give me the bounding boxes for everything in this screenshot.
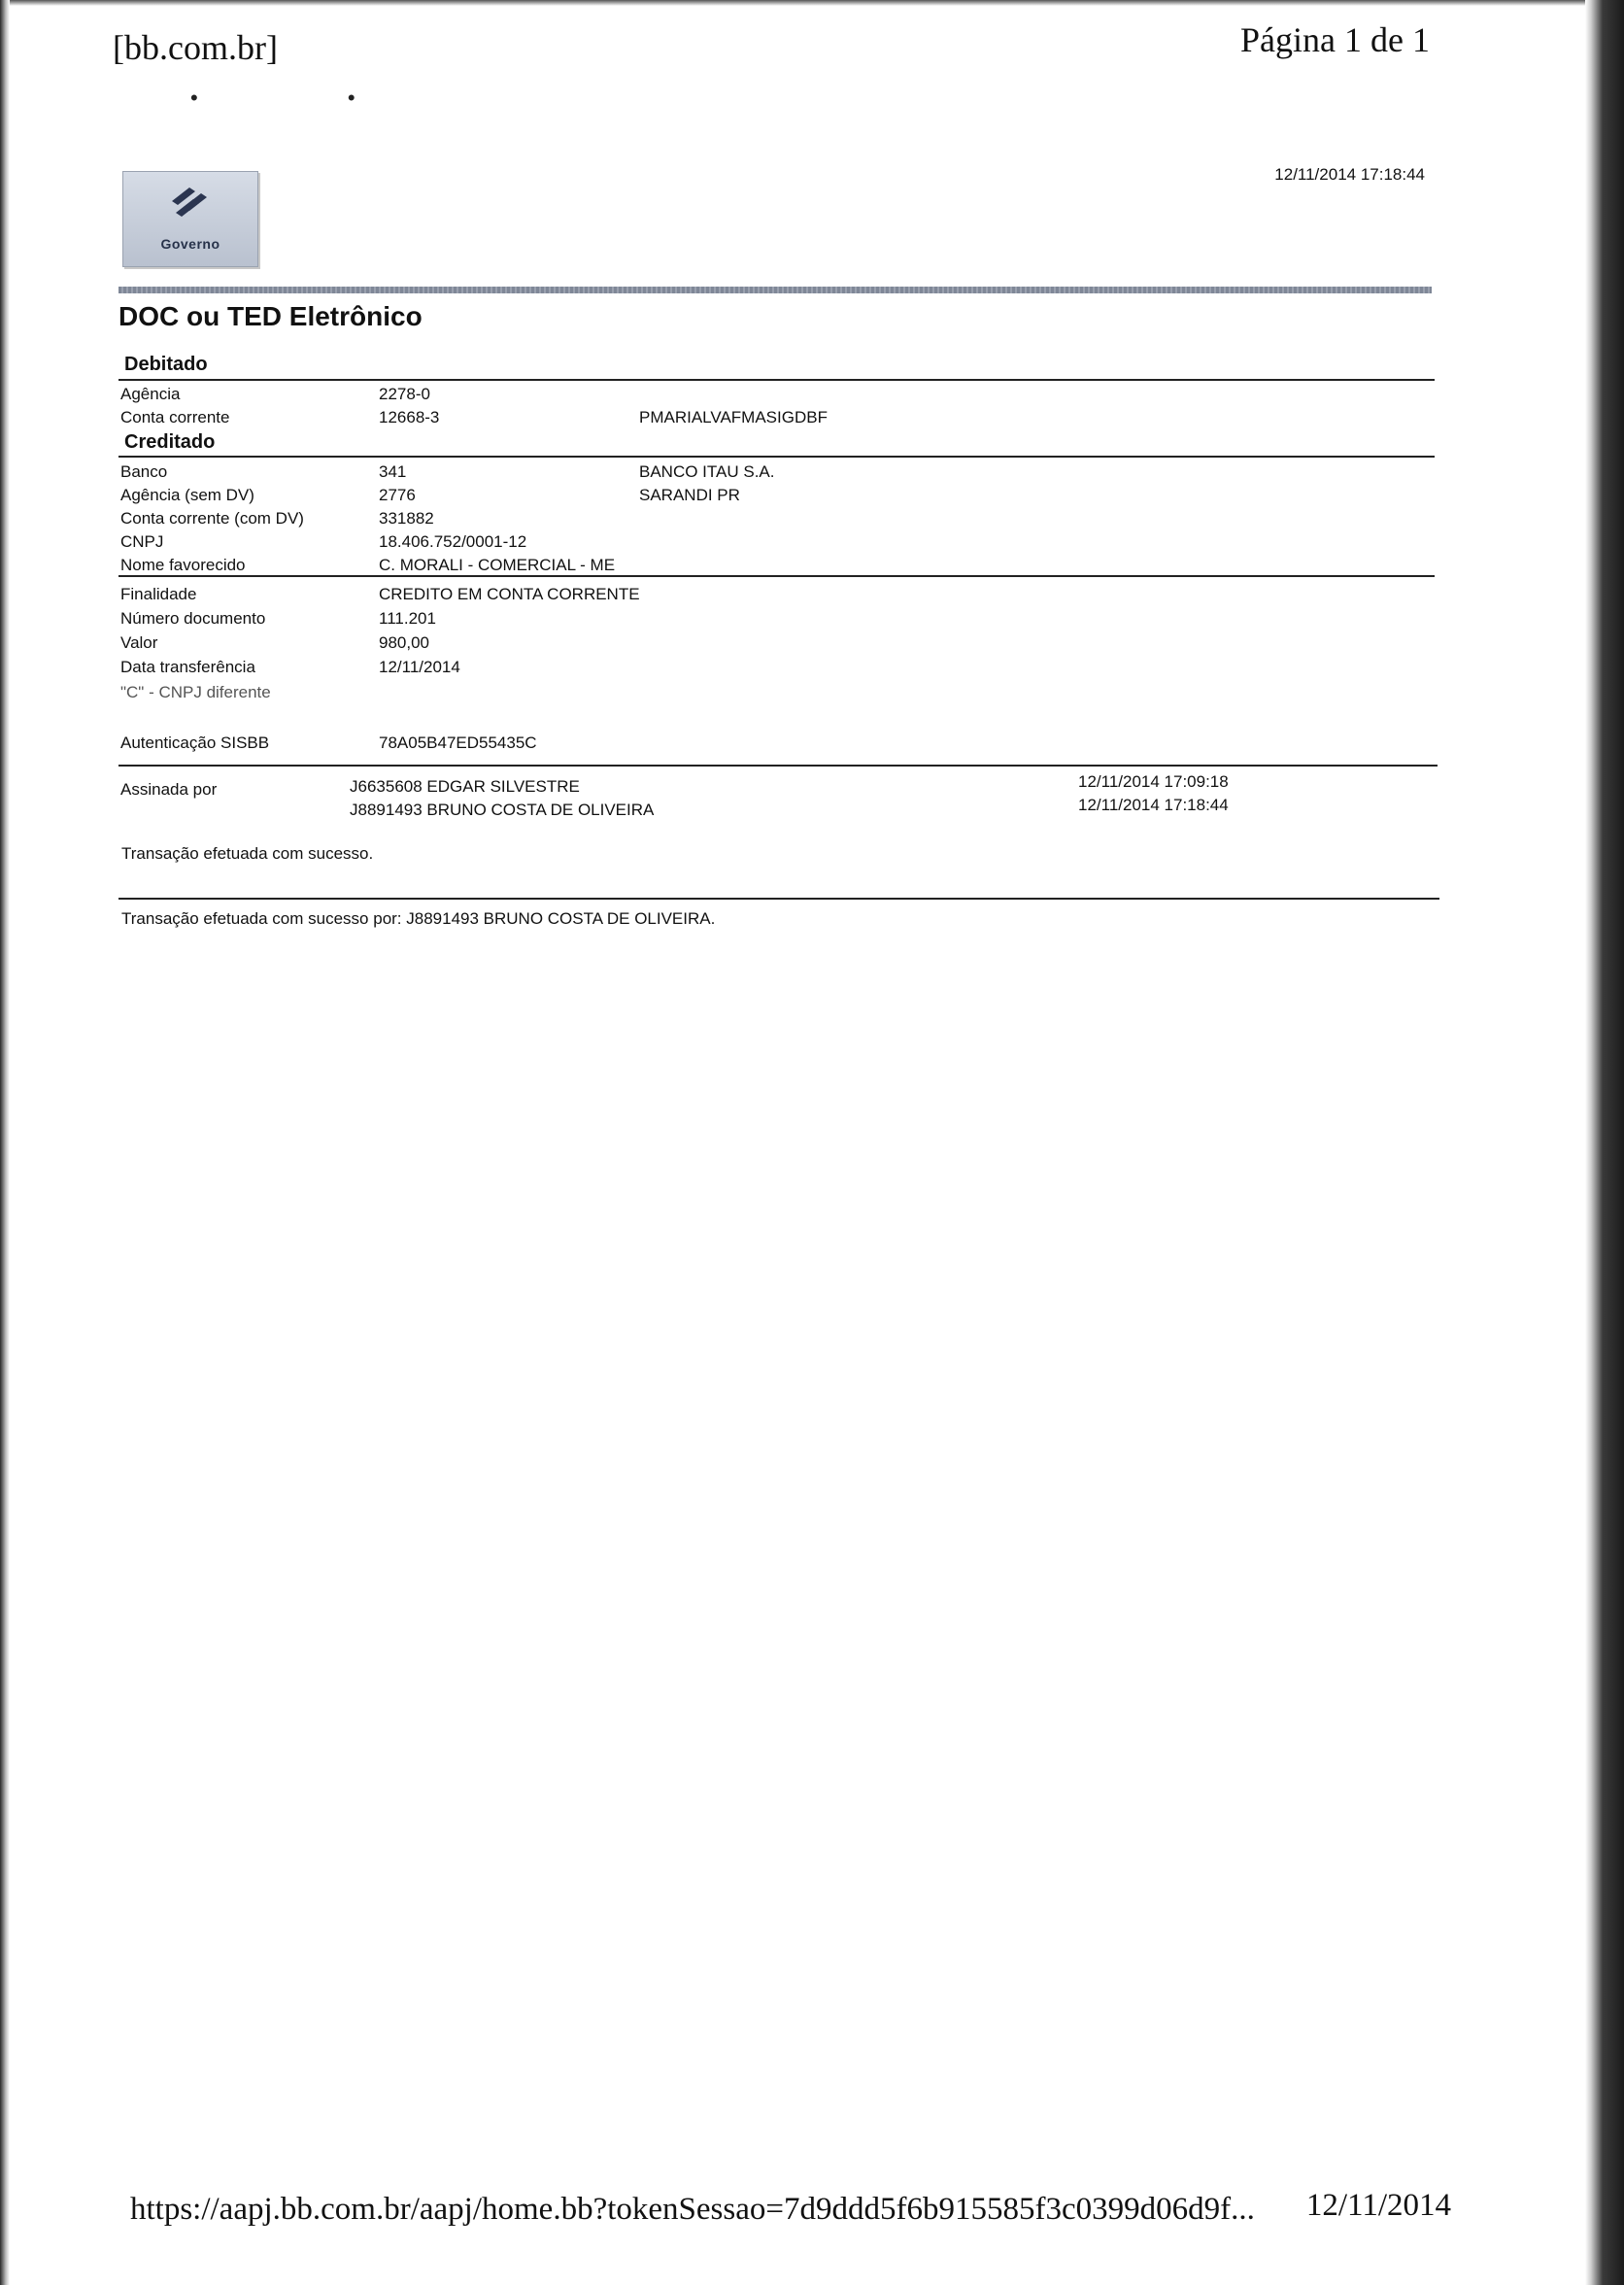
divider [118,898,1439,900]
field-label: Nome favorecido [120,556,246,574]
signer-name: J6635608 EDGAR SILVESTRE [350,777,580,796]
field-value: 111.201 [379,609,436,628]
logo-label: Governo [160,236,220,252]
section-creditado-heading: Creditado [124,431,216,453]
signed-by-label: Assinada por [120,780,218,799]
cnpj-note: "C" - CNPJ diferente [120,683,271,701]
title-bar [118,287,1432,293]
signer-name: J8891493 BRUNO COSTA DE OLIVEIRA [350,801,655,819]
print-footer-date: 12/11/2014 [1305,2188,1451,2223]
field-value: 341 [379,462,407,481]
field-value: C. MORALI - COMERCIAL - ME [379,556,616,574]
field-value: 18.406.752/0001-12 [379,532,527,551]
print-header-page-number: Página 1 de 1 [1240,20,1430,59]
final-message: Transação efetuada com sucesso por: J8891493 BRUNO COSTA DE OLIVEIRA. [121,909,716,928]
divider [118,765,1438,767]
field-value: 2776 [379,486,416,504]
print-footer-url: https://aapj.bb.com.br/aapj/home.bb?tokenSessao=7d9ddd5f6b915585f3c0399d06d9f... [130,2192,1255,2227]
signer-datetime: 12/11/2014 17:09:18 [1078,772,1229,791]
field-label: Autenticação SISBB [120,733,270,752]
bb-logo-icon [166,180,213,226]
page-title: DOC ou TED Eletrônico [118,301,423,331]
scan-edge-right [1585,0,1624,2285]
field-value: 12/11/2014 [379,658,460,676]
divider [118,379,1435,381]
scan-edge-left [0,0,10,2285]
field-label: Conta corrente [120,408,230,426]
field-label: Agência (sem DV) [120,486,254,504]
scan-edge-top [0,0,1624,6]
field-extra: BANCO ITAU S.A. [639,462,775,481]
field-label: Valor [120,633,158,652]
field-value: 331882 [379,509,434,528]
authentication-code: 78A05B47ED55435C [379,733,537,752]
field-label: CNPJ [120,532,164,551]
field-label: Número documento [120,609,266,628]
field-value: 12668-3 [379,408,440,426]
field-label: Finalidade [120,585,197,603]
divider [118,456,1435,458]
emission-timestamp: 12/11/2014 17:18:44 [1274,165,1425,184]
field-value: CREDITO EM CONTA CORRENTE [379,585,640,603]
scan-specks: • • [190,85,427,110]
field-value: 980,00 [379,633,429,652]
status-message: Transação efetuada com sucesso. [121,844,374,863]
field-label: Data transferência [120,658,255,676]
section-debitado-heading: Debitado [124,354,208,375]
field-extra: PMARIALVAFMASIGDBF [639,408,828,426]
field-label: Conta corrente (com DV) [120,509,304,528]
signer-datetime: 12/11/2014 17:18:44 [1078,796,1229,814]
divider [118,575,1435,577]
field-label: Banco [120,462,168,481]
field-value: 2278-0 [379,385,430,403]
field-extra: SARANDI PR [639,486,740,504]
print-header-site: [bb.com.br] [113,28,278,67]
field-label: Agência [120,385,181,403]
governo-logo [122,171,258,267]
